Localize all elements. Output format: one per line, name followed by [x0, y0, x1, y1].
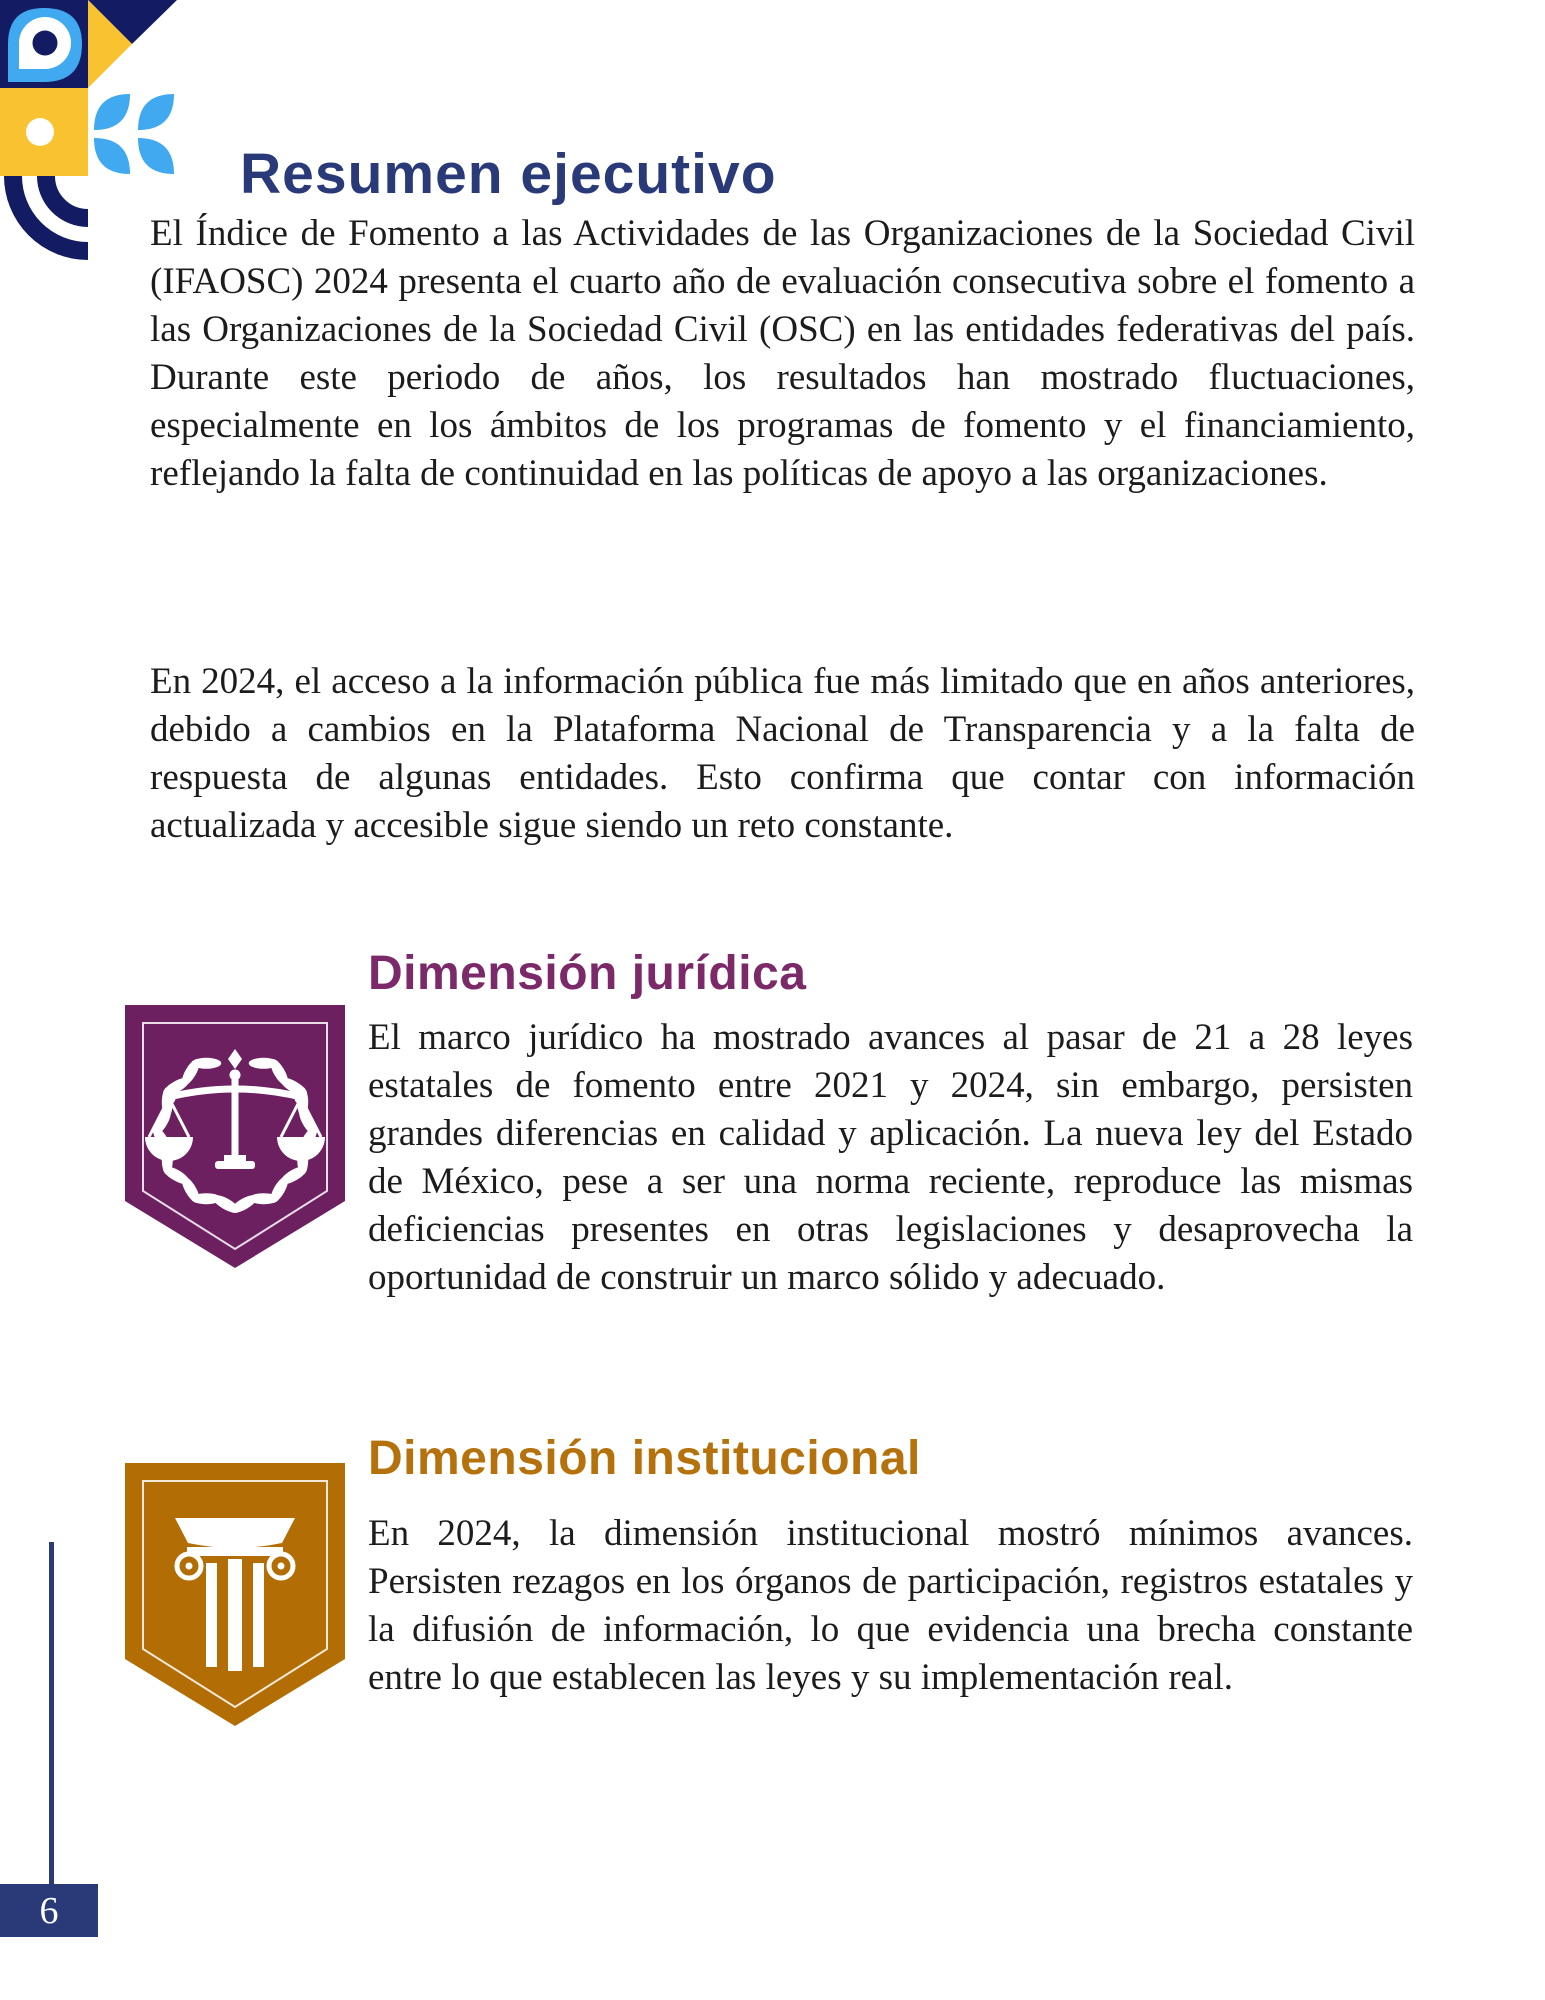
intro-paragraph-1: El Índice de Fomento a las Actividades de las Organizaciones de la Sociedad Civil (IFAOSC) 2024 presenta el cuarto año de evaluación consecutiva sobre el fomento a las Organizaciones de la Sociedad Civil (OSC) en las entidades federativas del país. Durante este periodo de años, los resultados han mostrado fluctuaciones, especialmente en los ámbitos de los programas de fomento y el financiamiento, reflejando la falta de continuidad en las políticas de apoyo a las organizaciones.	[150, 213, 1415, 494]
section-heading-juridica: Dimensión jurídica	[368, 947, 807, 1000]
page-number-box	[0, 1884, 98, 1937]
footer-accent-line	[49, 1542, 54, 1884]
intro-paragraph-2: En 2024, el acceso a la información pública fue más limitado que en años anteriores, debido a cambios en la Plataforma Nacional de Transparencia y a la falta de respuesta de algunas entidades. Esto confirma que contar con información actualizada y accesible sigue siendo un reto constante.	[150, 661, 1415, 846]
section-heading-institucional: Dimensión institucional	[368, 1432, 921, 1485]
logo-leaves-icon	[94, 94, 174, 174]
classical-column-icon	[125, 1463, 345, 1726]
logo-drop-icon	[0, 0, 88, 88]
page-title: Resumen ejecutivo	[240, 142, 777, 206]
page-number: 6	[39, 1889, 59, 1932]
section-body-institucional: En 2024, la dimensión institucional mostró mínimos avances. Persisten rezagos en los órganos de participación, registros estatales y la difusión de información, lo que evidencia una brecha constante entre lo que establecen las leyes y su implementación real.	[368, 1513, 1413, 1698]
logo-arcs-icon	[13, 176, 88, 251]
section-body-juridica: El marco jurídico ha mostrado avances al pasar de 21 a 28 leyes estatales de fomento entre 2021 y 2024, sin embargo, persisten grandes diferencias en calidad y aplicación. La nueva ley del Estado de México, pese a ser una norma reciente, reproduce las mismas deficiencias presentes en otras legislaciones y desaprovecha la oportunidad de construir un marco sólido y adecuado.	[368, 1017, 1413, 1298]
scales-of-justice-icon	[125, 1005, 345, 1268]
logo-square-dot-icon	[0, 88, 88, 176]
logo-triangles-icon	[88, 0, 177, 88]
